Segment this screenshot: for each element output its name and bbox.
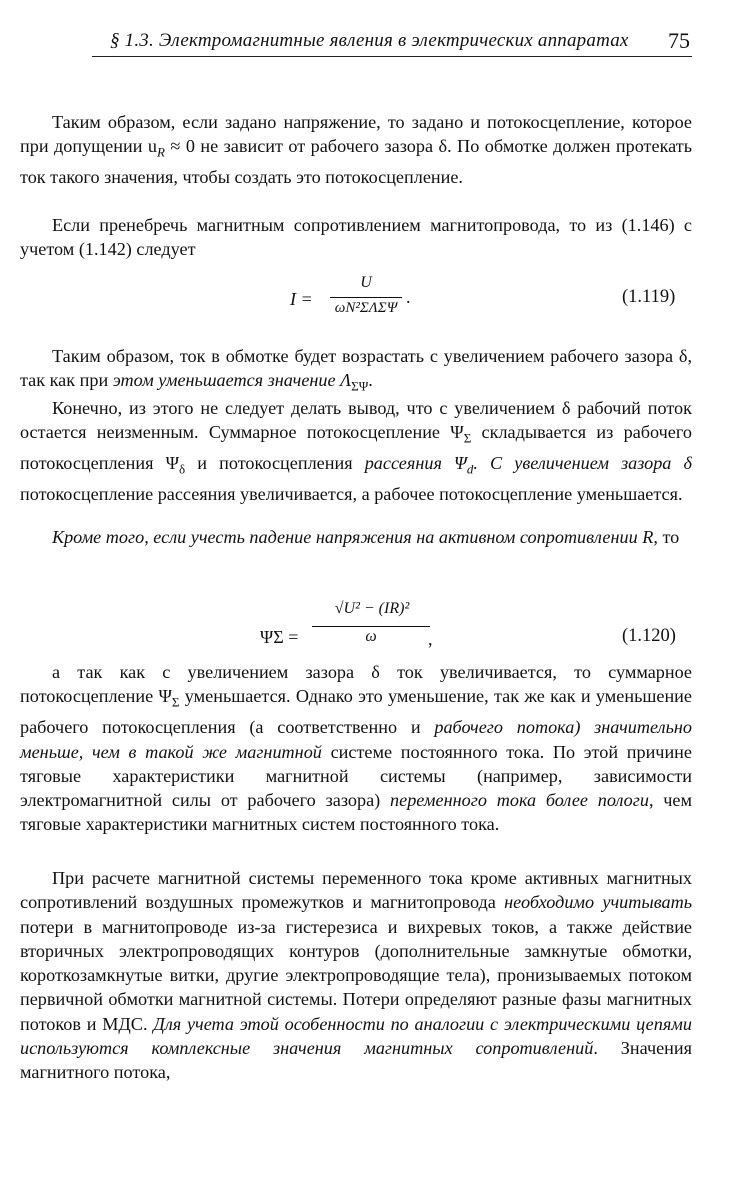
paragraph-7: При расчете магнитной системы переменного тока кроме активных магнитных сопротивлений воздушных промежутков и магнитопровода необходимо учитывать потери в магнитопроводе из-за гистерезиса и вихревых токов, а также действие вторичных электропроводящих контуров (дополнительные замкнутые обмотки, короткозамкнутые витки, другие электропроводящие тела), пронизываемых потоком первичной обмотки магнитной системы. Потери определяют разные фазы магнитных потоков и МДС. Для учета этой особенности по аналогии с электрическими цепями используются комплексные значения магнитных сопротивлений. Значения магнитного потока, (20, 868, 693, 1083)
formula-2-numerator: √U² − (IR)² (334, 600, 410, 617)
running-title: § 1.3. Электромагнитные явления в электрических аппаратах (110, 30, 629, 51)
formula-1-fraction-line (330, 297, 402, 298)
formula-1-denominator: ωN²ΣΛΣΨ (334, 300, 398, 316)
paragraph-1: Таким образом, если задано напряжение, то задано и потокосцепление, которое при допущении $u_R \approx 0$ не зависит от рабочего зазора δ. По обмотке должен протекать ток такого значения, чтобы создать это потокосцепление. (20, 112, 692, 188)
page-header (92, 28, 692, 57)
paragraph-4: Конечно, из этого не следует делать вывод, что с увеличением δ рабочий поток остается неизменным. Суммарное потокосцепление $\Psi_\Sigma$ складывается из рабочего потокосцепления $\Psi_\delta$ и потокосцепления рассеяния $\Psi_d$. С увеличением зазора δ потокосцепление рассеяния увеличивается, а рабочее потокосцепление уменьшается. (20, 398, 692, 505)
formula-1-lhs: I = (290, 289, 313, 309)
formula-2-fraction-line (312, 626, 430, 627)
formula-1-trail: . (406, 287, 411, 307)
paragraph-5: Кроме того, если учесть падение напряжения на активном сопротивлении R, то (52, 527, 680, 547)
formula-1-numerator: U (360, 274, 372, 291)
paragraph-2: Если пренебречь магнитным сопротивлением магнитопровода, то из (1.146) с учетом (1.142) следует (20, 215, 692, 260)
paragraph-6: а так как с увеличением зазора δ ток увеличивается, то суммарное потокосцепление $\Psi_\Sigma$ уменьшается. Однако это уменьшение, так же как и уменьшение рабочего потокосцепления (а соответственно и рабочего потока) значительно меньше, чем в такой же магнитной системе постоянного тока. По этой причине тяговые характеристики магнитной системы (например, зависимости электромагнитной силы от рабочего зазора) переменного тока более пологи, чем тяговые характеристики магнитных систем постоянного тока. (20, 662, 693, 835)
page-number: 75 (668, 28, 690, 53)
formula-2-denominator: ω (365, 628, 377, 645)
equation-number-1-120: (1.120) (622, 626, 676, 646)
formula-2-lhs: ΨΣ = (260, 627, 299, 647)
paragraph-3: Таким образом, ток в обмотке будет возрастать с увеличением рабочего зазора δ, так как при этом уменьшается значение $\Lambda_{\Sigma\Psi}$. (20, 346, 692, 394)
equation-number-1-119: (1.119) (622, 287, 676, 307)
formula-2-trail: , (428, 629, 433, 649)
